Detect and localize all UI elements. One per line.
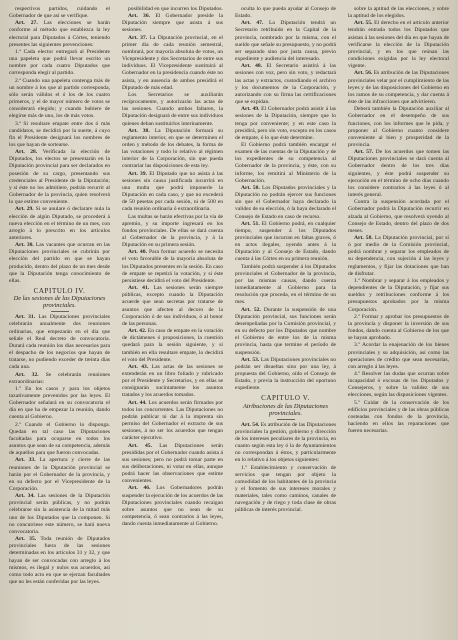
paragraph-text: Se celebrarán reuniones extraordinarias: (9, 371, 110, 385)
article-paragraph (9, 536, 110, 586)
text-paragraph (9, 49, 110, 78)
article-paragraph (235, 357, 336, 393)
article-paragraph (9, 493, 110, 536)
text-paragraph (348, 314, 449, 343)
text-paragraph (235, 142, 336, 185)
paragraph-text: Verificada la elección de Diputados, los electos se presentarán en la Diputación provincial para ser declarados en posesión de su cargo, presentando sus credenciales al Presidente de la Diputación; y si éste no los admitiere, podrán recurrir al Gobernador de la provincia, quien resolverá lo que estime conveniente. (9, 149, 110, 206)
article-paragraph (348, 70, 449, 106)
article-number: Art. 40. (128, 249, 147, 256)
paragraph-text: Las Diputaciones provinciales no podrán ser disueltas sino por una ley, á propuesta del Gobierno, oído el Consejo de Estado, y previa la instrucción del oportuno expediente. (235, 356, 336, 392)
article-number: Art. 49. (241, 106, 260, 113)
paragraph-text: respectivos partidos, cuidando el Gobernador de que así se verifique. (9, 6, 110, 20)
article-number: Art. 50. (241, 184, 260, 191)
article-number: Art. 38. (128, 127, 150, 134)
paragraph-text: La Diputación formará su reglamento interior, en que se determinen el orden y método de los debates, la forma de las votaciones y todo lo relativo al régimen interior de la Corporación, sin que pueda contrariar las disposiciones de esta ley. (122, 127, 223, 170)
article-number: Art. 56. (354, 70, 373, 77)
article-paragraph (235, 20, 336, 63)
paragraph-text: 1.º Nombrar y separar á los empleados y dependientes de la Diputación, y fijar sus sueldos y retribuciones conforme á los presupuestos aprobados por la misma Corporación. (348, 277, 449, 313)
text-paragraph (348, 400, 449, 436)
paragraph-text: Las sesiones serán siempre públicas, excepto cuando la Diputación acuerde que sean secretas por tratarse de asuntos que afecten al decoro de la Corporación ó de sus individuos, ó al honor de las personas. (122, 285, 223, 327)
text-paragraph (9, 386, 110, 422)
article-number: Art. 35. (15, 536, 37, 543)
article-number: Art. 28. (15, 149, 38, 156)
paragraph-text: Si se anulare ó declarare nula la elección de algún Diputado, se procederá á nueva elección en el término de un mes, con arreglo á lo prescrito en los artículos anteriores. (9, 206, 110, 241)
article-paragraph (122, 13, 223, 34)
paragraph-text: Es atribución de las Diputaciones provinciales velar por el cumplimiento de las leyes y de las disposiciones del Gobierno en los ramos de su competencia, y dar cuenta á éste de las infracciones que advirtieren. (348, 70, 449, 106)
article-number: Art. 37. (128, 34, 148, 41)
paragraph-text: Las Diputaciones provinciales celebrarán anualmente dos reuniones ordinarias, que empezarán en el día que señale el Real decreto de convocatoria. Durará cada reunión los días necesarios para el despacho de los negocios que hayan de tratarse, no pudiendo exceder de treinta días cada una. (9, 314, 110, 371)
text-paragraph (348, 371, 449, 400)
paragraph-text: El Gobernador preside la Diputación siempre que asista á sus sesiones. (122, 13, 223, 34)
paragraph-text: Los Gobernadores podrán suspender la ejecución de los acuerdos de las Diputaciones provinciales cuando recaigan sobre asuntos que no sean de su competencia, ó sean contrarios á las leyes, dando cuenta inmediatamente al Gobierno. (122, 485, 223, 528)
paragraph-text: oculta lo que pueda ayudar al Consejo de Estado. (235, 6, 336, 20)
paragraph-text: En caso de empate en la votación de dictámenes ó proposiciones, la cuestión quedará para la sesión siguiente, y si también en ella resultare empate, lo decidirá el voto del Presidente. (122, 328, 223, 363)
paragraph-text: Durante la suspensión de una Diputación provincial, sus funciones serán desempeñadas por la Comisión provincial, y en su defecto por los Diputados que nombre el Gobierno de entre los de la misma provincia, hasta que termine el período de suspensión. (235, 306, 336, 356)
paragraph-text: Las elecciones se harán conforme al método que establezca la ley electoral para Diputados á Córtes, teniendo presentes las siguientes prevenciones: (9, 20, 110, 48)
paragraph-text: Las actas de las sesiones se extenderán en un libro foliado y rubricado por el Presidente y Secretarios, y en ellas se consignarán sucintamente los asuntos tratados y los acuerdos tomados. (122, 363, 223, 399)
article-number: Art. 34. (15, 493, 35, 500)
paragraph-text: 2.ª Cuando una papeleta contenga más de un nombre á los que al partido corresponda, sólo serán válidos el ó los de los cuatro primeros, y el de mayor número de votos se considerará elegido; y cuando hubiere de elegirse más de uno, los de más votos. (9, 77, 110, 120)
text-paragraph (235, 6, 336, 20)
paragraph-text: Los Diputados provinciales y la Diputación no podrán ejercer sus funciones sin que el Gobernador haya declarado la validez de su elección, ó la haya declarado el Consejo de Estado en caso de recurso. (235, 184, 336, 220)
paragraph-text: 4.º Resolver las dudas que ocurran sobre incapacidad ó excusas de los Diputados y Consejeros, y sobre la validez de sus elecciones, según las disposiciones vigentes. (348, 370, 449, 399)
article-number: Art. 39. (128, 170, 147, 177)
article-number: Art. 43. (128, 363, 149, 370)
paragraph-text: El derecho en el artículo anterior tendrán entrada todos los Diputados que asistan á las sesiones del día en que hayan de verificarse la elección de la Diputación provincial, y en los que reúnan las condiciones exigidas por la ley electoral vigente. (348, 20, 449, 70)
paragraph-text: El Gobernador podrá asistir á las sesiones de la Diputación, siempre que lo tenga por conveniente; y en este caso la presidirá, pero sin voto, excepto en los casos de empate, ó lo que éste determine. (235, 106, 336, 141)
article-paragraph (122, 328, 223, 364)
article-paragraph (122, 400, 223, 443)
text-paragraph (9, 6, 110, 20)
paragraph-text: Contra la suspensión acordada por el Gobernador podrá la Diputación recurrir en alzada al Gobierno, que resolverá oyendo al Consejo de Estado, dentro del plazo de dos meses. (348, 199, 449, 234)
paragraph-text: Deberá también la Diputación auxiliar al Gobernador en el desempeño de sus funciones, con los informes que le pida, y proponer al Gobierno cuanto considere conveniente al bien y prosperidad de la provincia. (348, 106, 449, 148)
paragraph-text: Toda reunión de Diputados provinciales fuera de las sesiones determinadas en los artículos 31 y 32, y que hayan de ser convocadas con arreglo á los mismos, es ilegal y nulos sus acuerdos, así como todo acto en que se ejerzan facultades que no les están conferidas por las leyes. (9, 536, 110, 586)
paragraph-text: sobre la aptitud de las elecciones, y sobre la aptitud de los elegidos. (348, 6, 449, 20)
article-number: Art. 47. (241, 20, 264, 27)
chapter-subtitle: Atribuciones de las Diputaciones provinciales. (242, 402, 329, 417)
text-paragraph (235, 264, 336, 307)
article-paragraph (9, 314, 110, 371)
article-number: Art. 55. (354, 20, 373, 27)
paragraph-text: 1.º En los casos y para los objetos taxativamente prevenidos por las leyes. El Gobernador señalará en su convocatoria el día en que ha de empezar la reunión, dando cuenta al Gobierno. (9, 385, 110, 421)
paragraph-text: 2.º Formar y aprobar los presupuestos de la provincia y disponer la inversión de sus fondos, dando cuenta al Gobierno de los que se hayan aprobado. (348, 313, 449, 342)
paragraph-text: También podrá suspender á los Diputados provinciales el Gobernador de la provincia, por las mismas causas, dando cuenta inmediatamente al Gobierno para la resolución que proceda, en el término de un mes. (235, 263, 336, 306)
paragraph-text: El Secretario asistirá á las sesiones con voz, pero sin voto, y redactará las actas y extractos, custodiando el archivo y los documentos de la Corporación, y autorizando con su firma las certificaciones que se expidan. (235, 63, 336, 106)
article-paragraph (122, 128, 223, 171)
article-number: Art. 29. (15, 206, 34, 213)
paragraph-text: Las Diputaciones serán presididas por el Gobernador cuando asista á sus sesiones; pero no podrá tomar parte en sus deliberaciones, ni votar en ellas, aunque podrá hacer las observaciones que estime convenientes. (122, 442, 223, 485)
chapter-rule (51, 311, 69, 312)
text-paragraph (348, 6, 449, 20)
paragraph-text: 5.º Cuidar de la conservación de los edificios provinciales y de las obras públicas costeadas con fondos de la provincia, haciendo en ellos las reparaciones que fueren necesarias. (348, 399, 449, 435)
text-paragraph (348, 278, 449, 314)
paragraph-text: La Diputación provincial, por sí ó por medio de la Comisión provincial, podrá nombrar y separar los empleados de su dependencia, con sujeción á las leyes y reglamentos, y fijar las dotaciones que han de disfrutar. (348, 235, 449, 277)
article-paragraph (9, 372, 110, 386)
text-paragraph (9, 78, 110, 121)
paragraph-text: La Diputación provincial, en el primer día de cada reunión semestral, nombrará, por mayoría absoluta de votos, un Vicepresidente y dos Secretarios de entre sus individuos. El Vicepresidente sustituirá al Gobernador en la presidencia cuando éste no asista, y en ausencia de ambos presidirá el Diputado de más edad. (122, 34, 223, 91)
chapter-heading (235, 395, 336, 419)
text-paragraph (9, 422, 110, 458)
article-paragraph (122, 285, 223, 328)
article-number: Art. 53. (241, 356, 260, 363)
paragraph-text: 2.º Cuando el Gobierno lo disponga. Quedan en tal caso las Diputaciones facultadas para ocuparse en todos los asuntos que sean de su competencia, además de aquellos para que fueron convocadas. (9, 421, 110, 457)
article-number: Art. 54. (241, 421, 260, 428)
article-number: Art. 27. (15, 20, 38, 27)
article-paragraph (122, 35, 223, 92)
article-paragraph (122, 485, 223, 528)
chapter-title: CAPITULO IV. (33, 287, 86, 296)
article-number: Art. 32. (15, 371, 39, 378)
paragraph-text: De los acuerdos que tomen las Diputaciones provinciales se dará cuenta al Gobernador dentro de los tres días siguientes, y éste podrá suspender su ejecución en el término de ocho días cuando los considere contrarios á las leyes ó al interés general. (348, 149, 449, 199)
article-paragraph (122, 171, 223, 214)
text-paragraph (122, 92, 223, 128)
text-paragraph (122, 214, 223, 250)
column-2 (119, 6, 226, 636)
chapter-rule (277, 419, 295, 420)
article-number: Art. 46. (128, 485, 151, 492)
text-paragraph (348, 199, 449, 235)
article-number: Art. 57. (354, 149, 374, 156)
article-number: Art. 31. (15, 314, 36, 321)
paragraph-text: Las sesiones de la Diputación provincial serán públicas, y no podrán celebrarse sin la asistencia de la mitad más uno de los Diputados que la componen. Si no concurriese este número, se hará nueva convocatoria. (9, 493, 110, 535)
text-paragraph (235, 465, 336, 515)
text-paragraph (9, 121, 110, 150)
paragraph-text: Los Secretarios se auxiliarán recíprocamente, y autorizarán las actas de las sesiones. Cuando ambos faltaren, la Diputación designará de entre sus individuos quienes deban sustituirlos interinamente. (122, 91, 223, 127)
chapter-heading (9, 288, 110, 312)
article-number: Art. 45. (128, 442, 152, 449)
paragraph-text: Las vacantes que ocurran en las Diputaciones provinciales se cubrirán por elección del partido en que se hayan producido, dentro del plazo de un mes desde que la Diputación tenga conocimiento de ellas. (9, 242, 110, 284)
article-number: Art. 52. (241, 306, 261, 313)
article-number: Art. 58. (354, 235, 373, 241)
article-number: Art. 36. (128, 13, 151, 20)
article-paragraph (9, 457, 110, 493)
article-paragraph (348, 235, 449, 278)
article-paragraph (348, 20, 449, 70)
article-paragraph (235, 422, 336, 465)
text-paragraph (348, 342, 449, 371)
column-3 (232, 6, 339, 636)
article-number: Art. 44. (128, 399, 147, 406)
article-number: Art. 33. (15, 457, 36, 464)
article-number: Art. 41. (128, 285, 150, 292)
article-number: Art. 30. (15, 242, 34, 249)
article-paragraph (235, 221, 336, 264)
paragraph-text: El Gobierno podrá, en cualquier tiempo, suspender á los Diputados provinciales que incurran en faltas graves, ó en actos ilegales, oyendo antes á la Diputación y al Consejo de Estado, dando cuenta á las Córtes en su primera reunión. (235, 220, 336, 263)
article-paragraph (235, 63, 336, 106)
article-paragraph (122, 249, 223, 285)
paragraph-text: Los acuerdos serán firmados por todos los concurrentes. Las Diputaciones no podrán publicar ni dar á la imprenta sin permiso del Gobernador el extracto de sus sesiones, á no ser los acuerdos que tengan carácter ejecutivo. (122, 399, 223, 442)
paragraph-text: La Diputación tendrá un Secretario retribuido en la Capital de la provincia, nombrado por la misma, con el sueldo que señale su presupuesto, y no podrá ser separado sino por justa causa, previo expediente y audiencia del interesado. (235, 20, 336, 63)
paragraph-text: 3.º Acordar la enajenación de los bienes provinciales y su adquisición, así como las operaciones de crédito que sean necesarias, con arreglo á las leyes. (348, 342, 449, 370)
article-paragraph (122, 443, 223, 486)
paragraph-text: 3.ª Si resultare empate entre dos ó más candidatos, se decidirá por la suerte, á cuyo fin el Presidente designará los nombres de los que hayan de sortearse. (9, 120, 110, 148)
paragraph-text: 1.º Establecimiento y conservación de servicios que tengan por objeto la comodidad de los habitantes de la provincia y el fomento de sus intereses morales y materiales, tales como caminos, canales de navegación y de riego y toda clase de obras públicas de interés provincial. (235, 464, 336, 514)
article-paragraph (9, 149, 110, 206)
column-1 (6, 6, 113, 636)
paragraph-text: Las multas se harán efectivas por la vía de apremio, y su importe ingresará en los fondos provinciales. De ellas se dará cuenta al Gobernador de la provincia, y á la Diputación en su primera sesión. (122, 213, 223, 249)
article-number: Art. 48. (241, 63, 263, 70)
column-4 (345, 6, 452, 636)
article-paragraph (9, 20, 110, 49)
article-number: Art. 42. (128, 328, 147, 335)
chapter-subtitle: De las sesiones de las Diputaciones provinciales. (13, 295, 106, 310)
text-columns (6, 6, 452, 636)
chapter-title: CAPITULO V. (261, 394, 310, 403)
paragraph-text: 1.ª Cada elector entregará al Presidente una papeleta que podrá llevar escrito un nombre por cada cuatro Diputados que corresponda elegir al partido. (9, 48, 110, 77)
paragraph-text: Es atribución de las Diputaciones provinciales la gestión, gobierno y dirección de los intereses peculiares de la provincia, en cuanto según esta ley ó la de Ayuntamientos no correspondan á éstos, y particularmente en lo relativo á los objetos siguientes: (235, 421, 336, 464)
paragraph-text: posibilidad en que incurren los Diputados. (128, 6, 223, 12)
paragraph-text: La apertura y cierre de las reuniones de la Diputación provincial se harán por el Gobernador de la provincia, y en su defecto por el Vicepresidente de la Corporación. (9, 457, 110, 492)
article-paragraph (348, 149, 449, 199)
article-paragraph (235, 185, 336, 221)
text-paragraph (122, 6, 223, 13)
paragraph-text: Para formar acuerdo se necesita el voto favorable de la mayoría absoluta de los Diputados presentes en la sesión. En caso de empate se repetirá la votación, y si éste persistiese decidirá el voto del Presidente. (122, 249, 223, 284)
article-number: Art. 51. (241, 220, 260, 227)
article-paragraph (9, 206, 110, 242)
article-paragraph (122, 364, 223, 400)
article-paragraph (235, 106, 336, 142)
article-paragraph (235, 307, 336, 357)
text-paragraph (348, 106, 449, 149)
paragraph-text: El Gobierno podrá también encargar el examen de las cuentas de la Diputación y de los expedientes de su competencia al Gobernador de la provincia, y éste, con su informe, los remitirá al Ministerio de la Gobernación. (235, 141, 336, 184)
article-paragraph (9, 242, 110, 285)
paragraph-text: El Diputado que no asista á las sesiones sin causa justificada incurrirá en una multa que podrá imponerle la Diputación en cada caso, y que no excederá de 50 pesetas por cada sesión, ni de 500 en cada reunión ordinaria ó extraordinaria. (122, 170, 223, 213)
